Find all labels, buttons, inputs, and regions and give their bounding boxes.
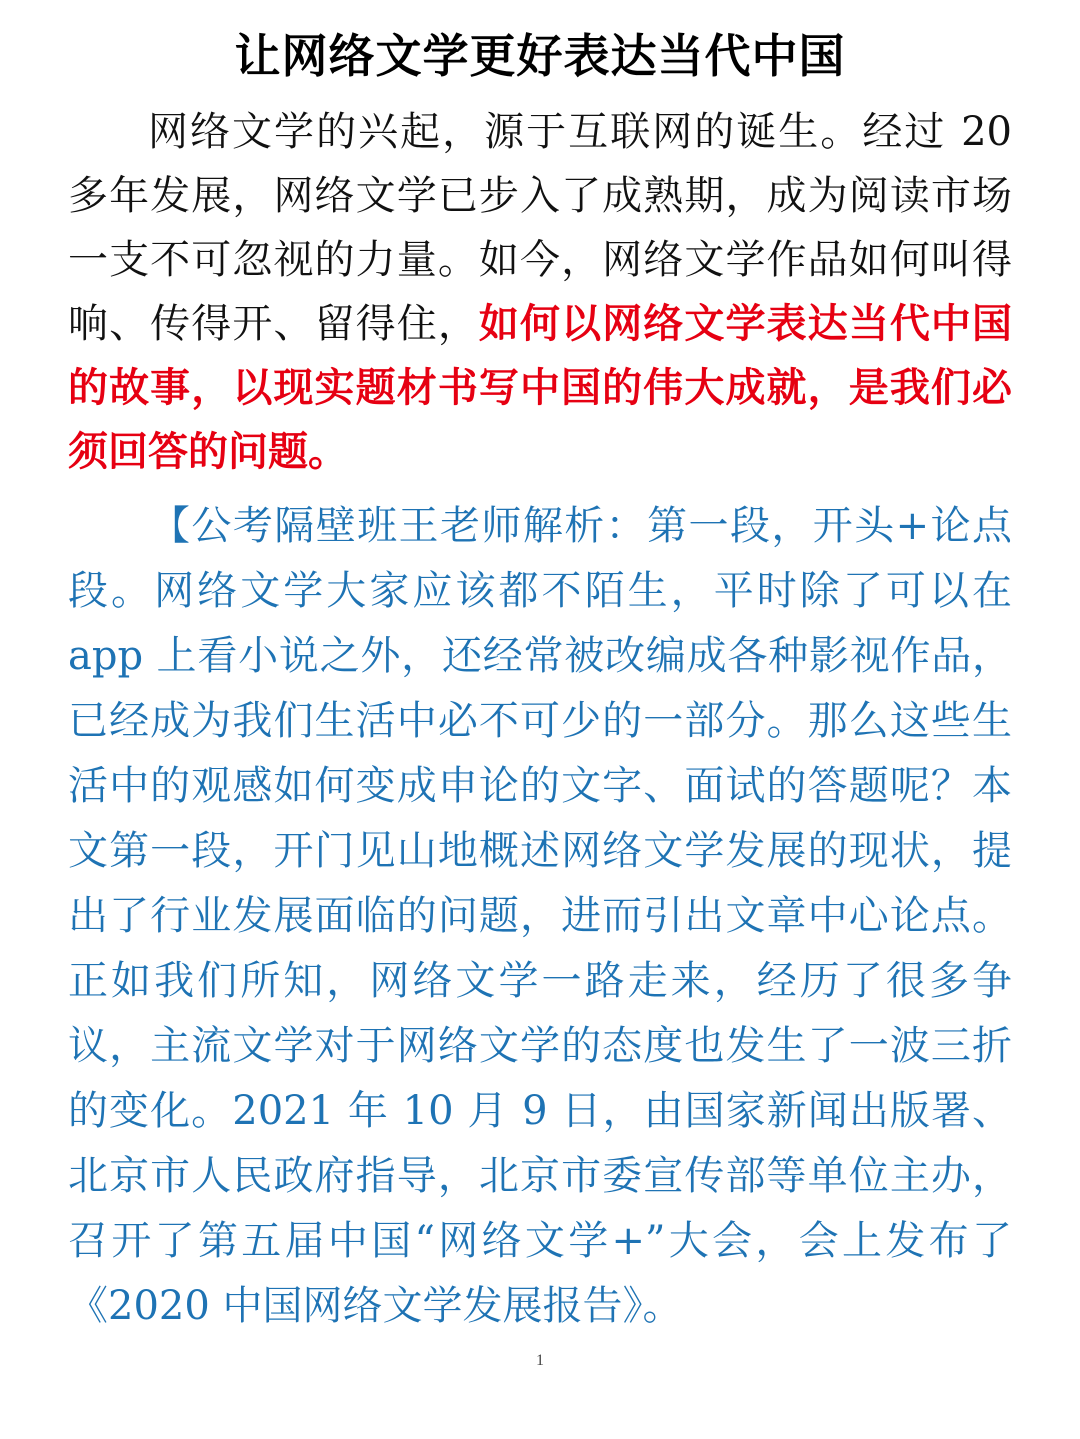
paragraph-1-emphasis: 如何以网络文学表达当代中国的故事，以现实题材书写中国的伟大成就，是我们必须回答的问题。 (68, 300, 1013, 475)
analysis-paragraph: 【公考隔壁班王老师解析：第一段，开头+论点段。网络文学大家应该都不陌生，平时除了可以在 app 上看小说之外，还经常被改编成各种影视作品，已经成为我们生活中必不可少的一部分。那么这些生活中的观感如何变成申论的文字、面试的答题呢？本文第一段，开门见山地概述网络文学发展的现状，提出了行业发展面临的问题，进而引出文章中心论点。正如我们所知，网络文学一路走来，经历了很多争议，主流文学对于网络文学的态度也发生了一波三折的变化。2021 年 10 月 9 日，由国家新闻出版署、北京市人民政府指导，北京市委宣传部等单位主办，召开了第五届中国“网络文学+”大会，会上发布了《2020 中国网络文学发展报告》。 (68, 503, 1012, 1329)
paragraph-1-text: 网络文学的兴起，源于互联网的诞生。经过 20 多年发展，网络文学已步入了成熟期，成为阅读市场一支不可忽视的力量。如今，网络文学作品如何叫得响、传得开、留得住， (68, 109, 1012, 347)
document-title: 让网络文学更好表达当代中国 (234, 29, 846, 83)
paragraph-1 (68, 100, 1012, 484)
page-number: 1 (536, 1352, 544, 1369)
